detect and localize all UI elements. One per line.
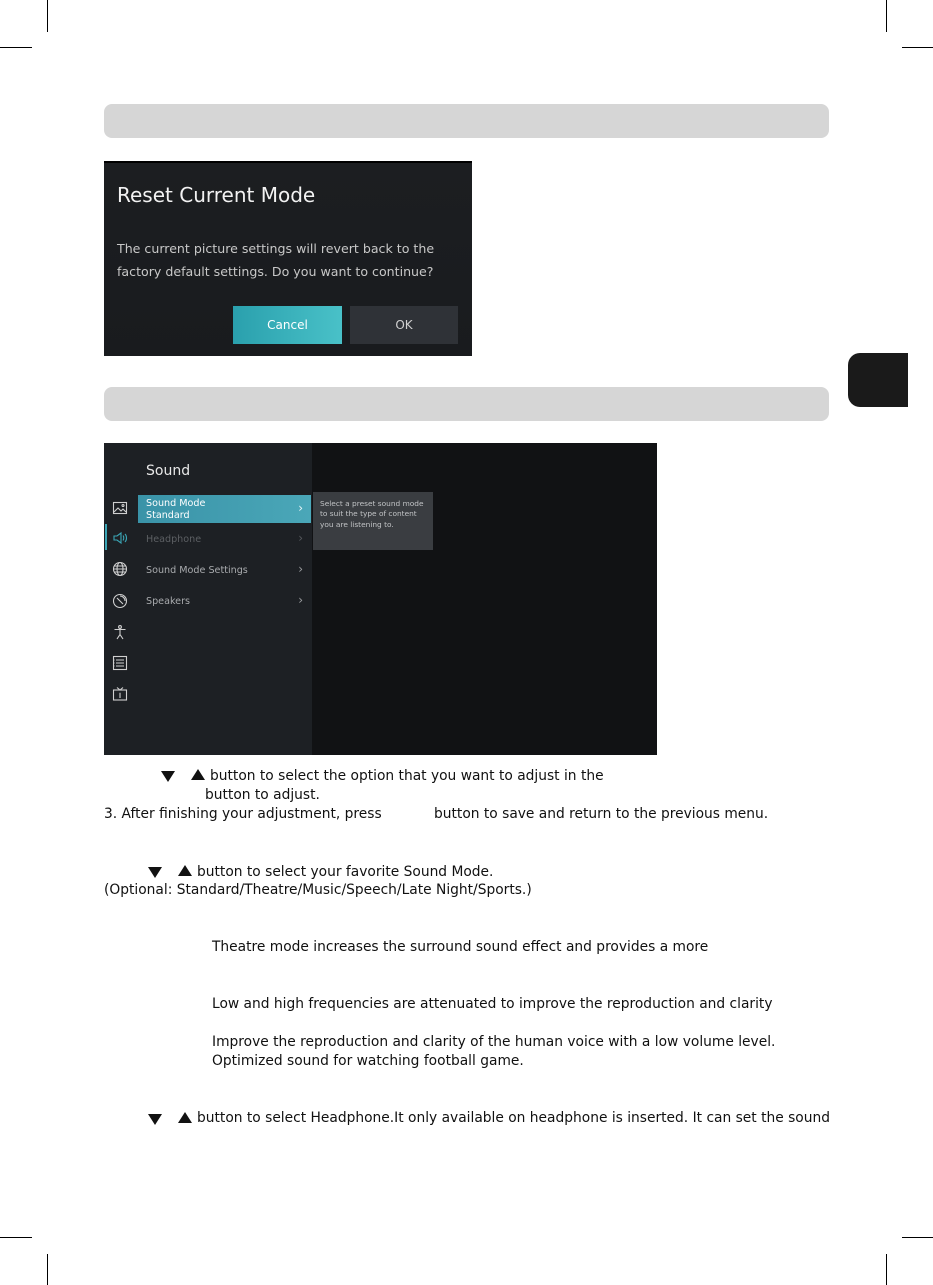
menu-item-headphone[interactable] [138,525,311,553]
instruction-line: button to select Headphone.It only available on headphone is inserted. It can set the sound [197,1110,830,1126]
menu-item-label: Speakers [146,596,191,607]
help-tooltip: Select a preset sound mode to suit the type of content you are listening to. [313,492,433,550]
dialog-message [117,237,462,283]
crop-mark [886,1254,887,1285]
dialog-title: Reset Current Mode [117,183,316,207]
up-arrow-icon [191,769,205,780]
mode-description: Optimized sound for watching football game. [212,1053,524,1069]
mode-description: Improve the reproduction and clarity of the human voice with a low volume level. [212,1034,776,1050]
menu-item-label: Sound Mode Settings [146,565,248,576]
menu-item-label: Sound Mode [146,498,206,509]
chapter-tab [848,353,908,407]
sound-menu-screenshot [104,443,657,755]
crop-mark [902,47,933,48]
instruction-line: (Optional: Standard/Theatre/Music/Speech/Late Night/Sports.) [104,882,532,898]
instruction-line: button to adjust. [205,787,320,803]
crop-mark [47,1254,48,1285]
menu-item-speakers[interactable] [138,587,311,615]
chevron-right-icon: › [298,501,303,515]
settings-panel [104,443,312,755]
reset-dialog-screenshot [104,161,472,356]
chevron-right-icon: › [298,593,303,607]
crop-mark [902,1237,933,1238]
ok-button[interactable]: OK [350,306,458,344]
up-arrow-icon [178,1112,192,1123]
up-arrow-icon [178,865,192,876]
crop-mark [47,0,48,32]
picture-icon[interactable] [112,500,128,516]
sound-icon[interactable] [112,530,128,546]
menu-item-sound-mode[interactable] [138,495,311,523]
system-icon[interactable] [112,655,128,671]
menu-title: Sound [146,463,191,479]
crop-mark [0,47,32,48]
instruction-line: 3. After finishing your adjustment, press [104,806,382,822]
section-header-bar [104,104,829,138]
mode-description: Low and high frequencies are attenuated to improve the reproduction and clarity [212,996,773,1012]
network-icon[interactable] [112,561,128,577]
down-arrow-icon [161,771,175,782]
mode-description: Theatre mode increases the surround sound effect and provides a more [212,939,709,955]
dialog-message-line: factory default settings. Do you want to continue? [117,264,434,279]
down-arrow-icon [148,867,162,878]
menu-item-label: Headphone [146,534,202,545]
accessibility-icon[interactable] [112,624,128,640]
crop-mark [0,1237,32,1238]
support-icon[interactable] [112,686,128,702]
menu-item-value: Standard [146,510,190,521]
chevron-right-icon: › [298,531,303,545]
active-indicator [105,524,107,550]
dialog-message-line: The current picture settings will revert back to the [117,241,435,256]
down-arrow-icon [148,1114,162,1125]
channel-icon[interactable] [112,593,128,609]
chevron-right-icon: › [298,562,303,576]
cancel-button[interactable]: Cancel [233,306,342,344]
instruction-line: button to save and return to the previous menu. [434,806,769,822]
instruction-line: button to select the option that you want to adjust in the [210,768,604,784]
menu-item-sound-mode-settings[interactable] [138,556,311,584]
instruction-line: button to select your favorite Sound Mode. [197,864,494,880]
section-header-bar [104,387,829,421]
crop-mark [886,0,887,32]
